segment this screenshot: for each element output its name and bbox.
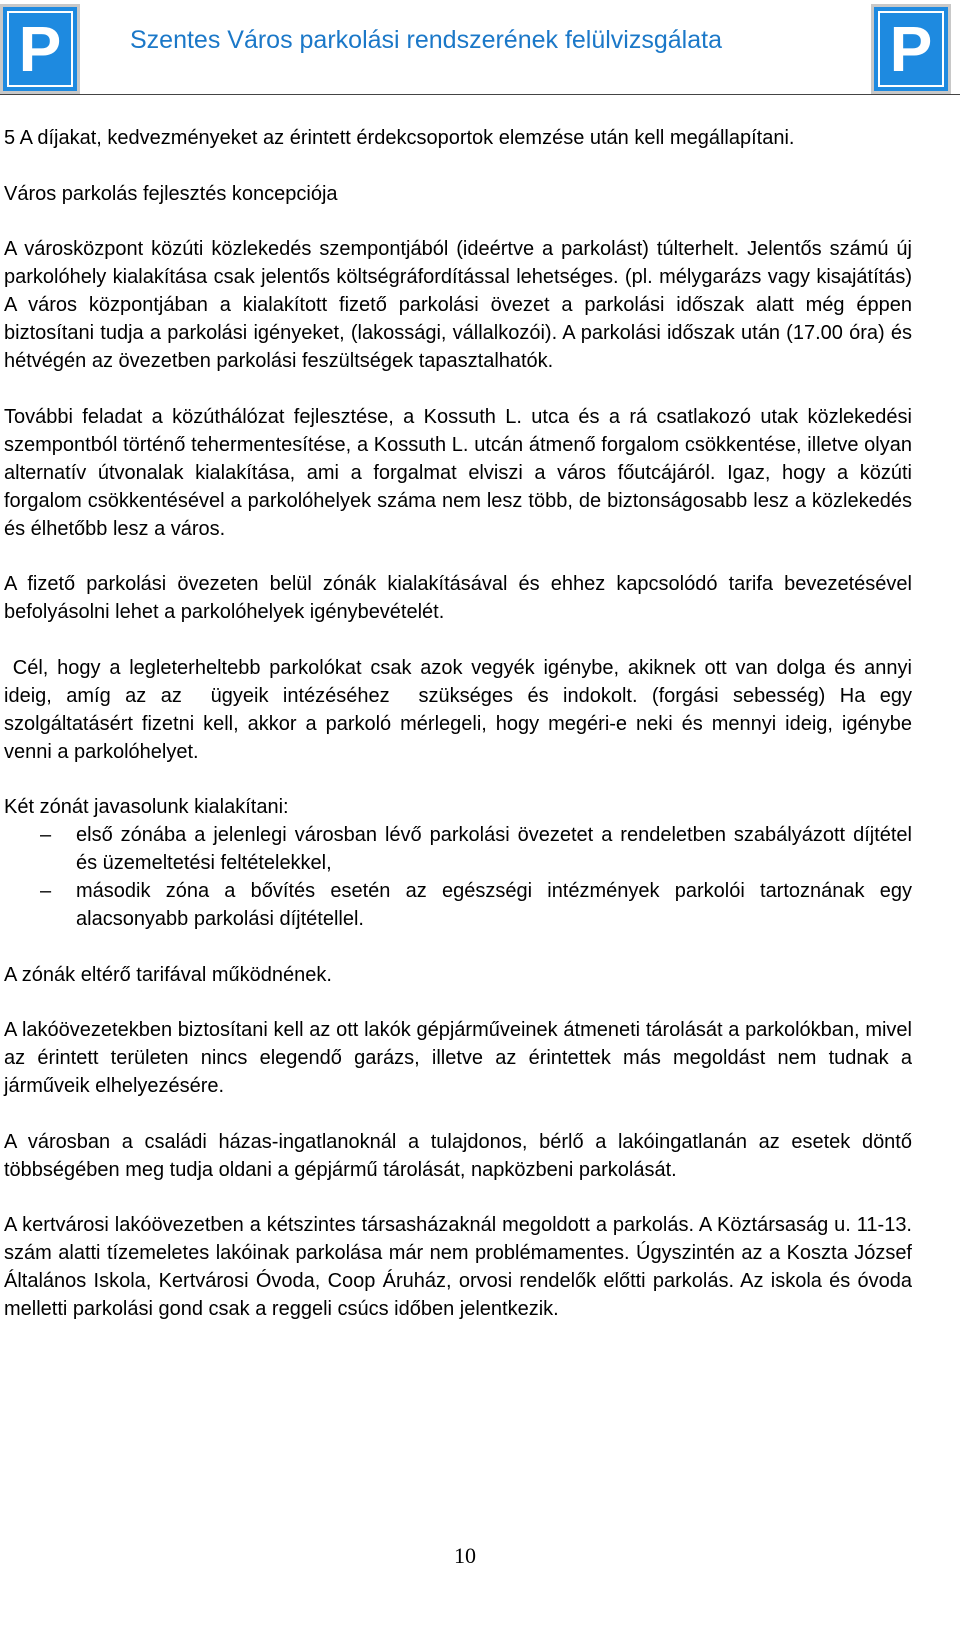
list-item-text: első zónába a jelenlegi városban lévő parkolási övezetet a rendeletben szabályázott díjtétel és üzemeltetési feltételekkel, [76,824,912,874]
paragraph: A fizető parkolási övezeten belül zónák kialakításával és ehhez kapcsolódó tarifa bevezetésével befolyásolni lehet a parkolóhelyek igénybevételét. [4,573,912,623]
paragraph: A városban a családi házas-ingatlanoknál a tulajdonos, bérlő a lakóingatlanán az esetek döntő többségében meg tudja oldani a gépjármű tárolását, napközbeni parkolását. [4,1130,912,1181]
paragraph: A lakóövezetekben biztosítani kell az ott lakók gépjárműveinek átmeneti tárolását a parkolókban, mivel az érintett területen nincs elegendő garázs, illetve az érintettek más megoldást nem tudnak a járműveik elhelyezésére. [4,1019,912,1097]
parking-sign-letter: P [878,11,944,87]
header-divider [0,94,960,95]
paragraph: 5 A díjakat, kedvezményeket az érintett érdekcsoportok elemzése után kell megállapítani. [4,127,795,149]
zone-list [4,821,912,933]
paragraph: Cél, hogy a legleterheltebb parkolókat csak azok vegyék igénybe, akiknek ott van dolga és annyi ideig, amíg az az ügyeik intézéséhez szükséges és indokolt. (forgási sebesség) Ha egy szolgáltatásért fizetni kell, akkor a parkoló mérlegeli, hogy megéri-e neki és mennyi ideig, igénybe venni a parkolóhelyet. [4,656,918,763]
document-body [4,124,918,1351]
list-item [4,821,912,877]
paragraph: A városközpont közúti közlekedés szempontjából (ideértve a parkolást) túlterhelt. Jelentős számú új parkolóhely kialakítása csak jelentős költségráfordítással lehetséges. (pl. mélygarázs vagy kisajátítás) A város központjában a kialakított fizető parkolási övezet a parkolási időszak alatt még éppen biztosítani tudja a parkolási igényeket, (lakossági, vállalkozói). A parkolási időszak után (17.00 óra) és hétvégén az övezetben parkolási feszültségek tapasztalhatók. [4,238,912,372]
document-title: Szentes Város parkolási rendszerének felülvizsgálata [130,26,722,54]
dash-bullet: – [40,824,52,846]
parking-sign-letter: P [7,11,73,87]
list-intro: Két zónát javasolunk kialakítani: [4,796,289,818]
parking-sign-icon [0,4,80,94]
paragraph: A kertvárosi lakóövezetben a kétszintes társasházaknál megoldott a parkolás. A Köztársaság u. 11-13. szám alatti tízemeletes lakóinak parkolása már nem problémamentes. Úgyszintén az a Koszta József Általános Iskola, Kertvárosi Óvoda, Coop Áruház, orvosi rendelők előtti parkolás. Az iskola és óvoda melletti parkolási gond csak a reggeli csúcs időben jelentkezik. [4,1214,912,1320]
paragraph: A zónák eltérő tarifával működnének. [4,963,332,986]
section-heading: Város parkolás fejlesztés koncepciója [4,182,338,205]
parking-sign-icon [871,4,951,94]
page-number: 10 [454,1543,476,1568]
paragraph: További feladat a közúthálózat fejlesztése, a Kossuth L. utca és a rá csatlakozó utak közlekedési szempontból történő tehermentesítése, a Kossuth L. utcán átmenő forgalom csökkentése, illetve olyan alternatív útvonalak kialakítása, ami a forgalmat elviszi a város főutcájáról. Igaz, hogy a közúti forgalom csökkentésével a parkolóhelyek száma nem lesz több, de biztonságosabb lesz a közlekedés és élhetőbb lesz a város. [4,405,912,540]
dash-bullet: – [40,880,52,902]
list-item-text: második zóna a bővítés esetén az egészségi intézmények parkolói tartoznának egy alacsonyabb parkolási díjtétellel. [76,880,912,930]
page-header [0,0,960,100]
list-item [4,877,912,933]
